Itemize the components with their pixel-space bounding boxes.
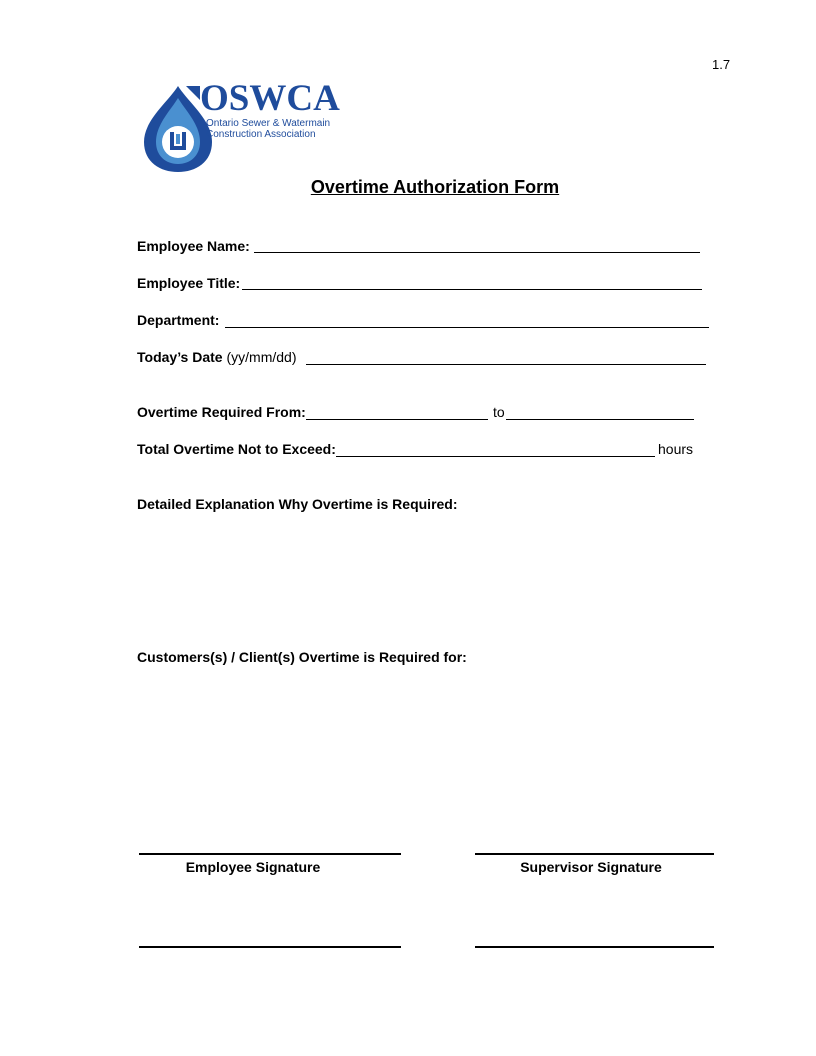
employee-signature-line[interactable] xyxy=(139,853,401,855)
todays-date-format: (yy/mm/dd) xyxy=(226,349,297,365)
explanation-area[interactable] xyxy=(137,520,709,630)
logo-subtitle-line-2: Construction Association xyxy=(206,129,316,140)
oswca-logo xyxy=(138,80,360,176)
overtime-from-field[interactable] xyxy=(306,419,488,420)
supervisor-signature-line[interactable] xyxy=(475,853,714,855)
employee-title-label: Employee Title: xyxy=(137,275,241,291)
logo-subtitle-line-1: Ontario Sewer & Watermain xyxy=(206,118,331,129)
employee-name-field[interactable] xyxy=(254,252,700,253)
department-field[interactable] xyxy=(225,327,709,328)
employee-title-field[interactable] xyxy=(242,289,702,290)
overtime-from-label: Overtime Required From: xyxy=(137,404,306,420)
page-number: 1.7 xyxy=(712,57,731,72)
customers-area[interactable] xyxy=(137,673,709,833)
todays-date-label: Today’s Date xyxy=(137,349,223,365)
supervisor-date-line[interactable] xyxy=(475,946,714,948)
todays-date-row xyxy=(137,349,296,365)
customers-label: Customers(s) / Client(s) Overtime is Required for: xyxy=(137,649,467,665)
department-label: Department: xyxy=(137,312,220,328)
form-title: Overtime Authorization Form xyxy=(310,177,560,197)
employee-signature-label: Employee Signature xyxy=(185,859,321,875)
hours-label: hours xyxy=(658,441,694,457)
explanation-label: Detailed Explanation Why Overtime is Required: xyxy=(137,496,458,512)
employee-date-line[interactable] xyxy=(139,946,401,948)
supervisor-signature-label: Supervisor Signature xyxy=(520,859,662,875)
logo-subtitle xyxy=(206,118,330,140)
total-overtime-field[interactable] xyxy=(336,456,655,457)
to-label: to xyxy=(493,404,505,420)
total-overtime-label: Total Overtime Not to Exceed: xyxy=(137,441,336,457)
todays-date-field[interactable] xyxy=(306,364,706,365)
employee-name-label: Employee Name: xyxy=(137,238,250,254)
overtime-to-field[interactable] xyxy=(506,419,694,420)
logo-title: OSWCA xyxy=(200,78,340,119)
